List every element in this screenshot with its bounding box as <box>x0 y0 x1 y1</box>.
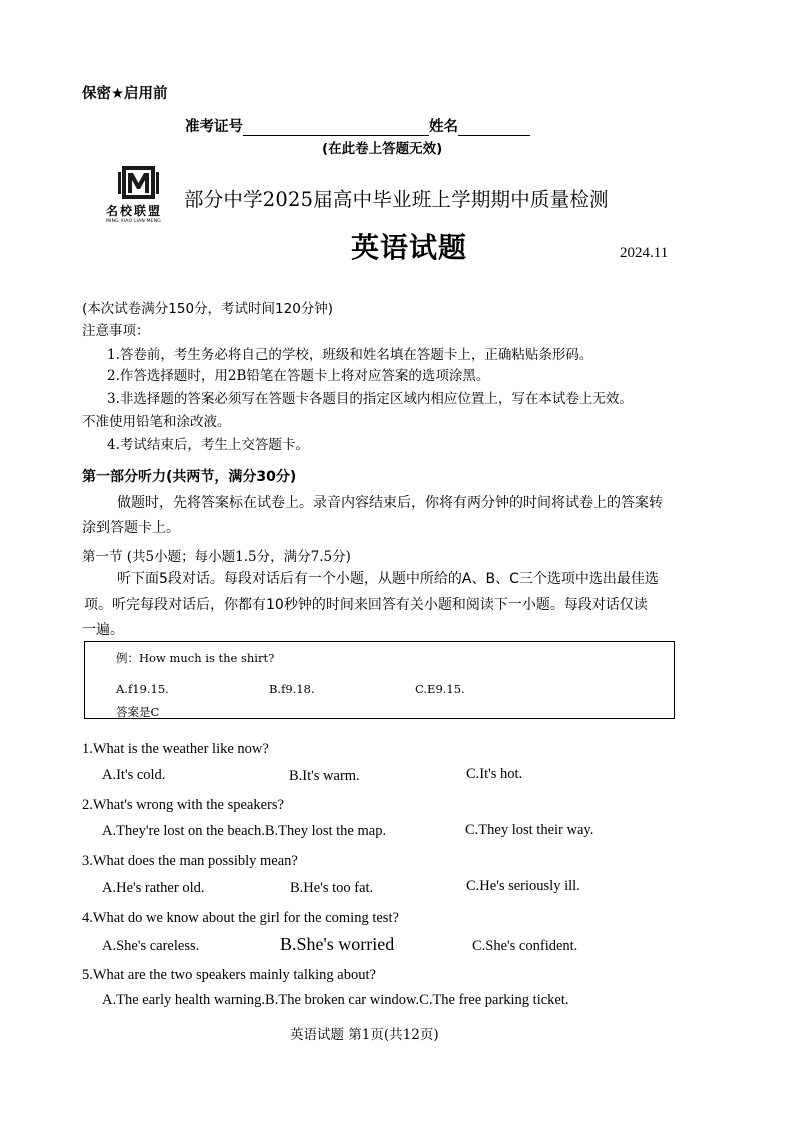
question-4: 4.What do we know about the girl for the coming test? <box>82 910 399 926</box>
name-label: 姓名 <box>429 119 458 135</box>
question-5: 5.What are the two speakers mainly talking about? <box>82 967 376 983</box>
question-2-option-ab: A.They're lost on the beach.B.They lost the map. <box>102 823 387 839</box>
example-answer: 答案是C <box>116 705 160 719</box>
logo-pinyin: MING XIAO LIAN MENG <box>106 219 161 224</box>
notice-item: 2.作答选择题时，用2B铅笔在答题卡上将对应答案的选项涂黑。 <box>107 368 490 384</box>
example-option-c: C.E9.15. <box>415 682 465 696</box>
question-4-option-b: B.She's worried <box>280 934 395 954</box>
example-option-b: B.f9.18. <box>269 682 315 696</box>
part-one-intro: 涂到答题卡上。 <box>82 520 180 536</box>
league-logo <box>101 162 176 230</box>
page-footer: 英语试题 第1页(共12页) <box>290 1027 439 1043</box>
question-2: 2.What's wrong with the speakers? <box>82 797 284 813</box>
question-3: 3.What does the man possibly mean? <box>82 853 298 869</box>
notice-item: 不准使用铅笔和涂改液。 <box>82 414 231 430</box>
question-3-option-c: C.He's seriously ill. <box>466 878 580 894</box>
question-1-option-b: B.It's warm. <box>289 768 360 784</box>
question-5-options: A.The early health warning.B.The broken car window.C.The free parking ticket. <box>102 992 569 1008</box>
question-2-option-c: C.They lost their way. <box>465 822 594 838</box>
exam-id-field <box>185 115 530 136</box>
example-question: 例：How much is the shirt? <box>116 651 275 665</box>
question-3-option-b: B.He's too fat. <box>290 880 374 896</box>
notice-heading: 注意事项： <box>82 323 150 339</box>
question-1: 1.What is the weather like now? <box>82 741 269 757</box>
exam-id-label: 准考证号 <box>185 119 243 135</box>
exam-title: 部分中学2025届高中毕业班上学期期中质量检测 <box>184 188 609 211</box>
name-blank <box>458 119 530 136</box>
question-1-option-c: C.It's hot. <box>466 766 523 782</box>
invalid-note: (在此卷上答题无效) <box>322 141 443 157</box>
part-one-title: 第一部分听力(共两节，满分30分) <box>82 469 297 485</box>
section-one-title: 第一节 (共5小题；每小题1.5分，满分7.5分) <box>82 549 351 565</box>
question-4-option-c: C.She's confident. <box>472 938 578 954</box>
exam-date: 2024.11 <box>620 245 669 261</box>
notice-item: 3.非选择题的答案必须写在答题卡各题目的指定区域内相应位置上，写在本试卷上无效。 <box>107 391 633 407</box>
logo-text: 名校联盟 <box>106 204 163 218</box>
score-time-note: (本次试卷满分150分，考试时间120分钟) <box>82 301 334 317</box>
section-one-instructions: 听下面5段对话。每段对话后有一个小题，从题中所给的A、B、C三个选项中选出最佳选 <box>117 571 659 587</box>
part-one-intro: 做题时，先将答案标在试卷上。录音内容结束后，你将有两分钟的时间将试卷上的答案转 <box>117 495 663 511</box>
question-3-option-a: A.He's rather old. <box>102 880 205 896</box>
subject-title: 英语试题 <box>351 231 468 264</box>
exam-id-blank <box>243 119 429 136</box>
example-option-a: A.f19.15. <box>116 682 169 696</box>
confidential-label: 保密★启用前 <box>82 86 168 102</box>
notice-item: 4.考试结束后，考生上交答题卡。 <box>107 437 309 453</box>
notice-item: 1.答卷前，考生务必将自己的学校，班级和姓名填在答题卡上，正确粘贴条形码。 <box>107 347 593 363</box>
section-one-instructions: 项。听完每段对话后，你都有10秒钟的时间来回答有关小题和阅读下一小题。每段对话仅读 <box>84 597 648 613</box>
example-box <box>84 641 675 719</box>
question-4-option-a: A.She's careless. <box>102 938 200 954</box>
question-1-option-a: A.It's cold. <box>102 767 166 783</box>
section-one-instructions: 一遍。 <box>82 622 124 638</box>
